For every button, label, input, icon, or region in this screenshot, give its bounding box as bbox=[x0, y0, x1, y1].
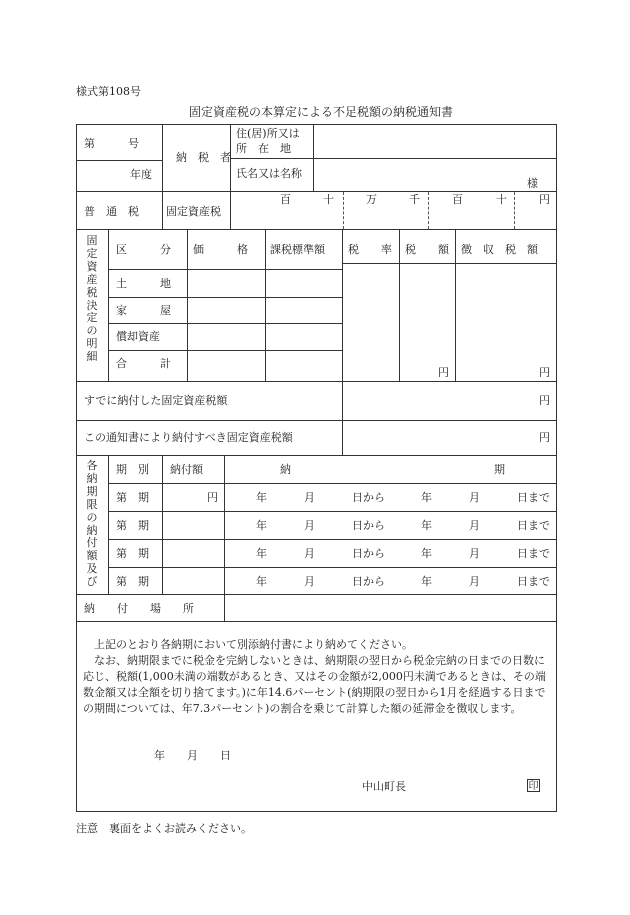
rule bbox=[76, 160, 162, 161]
unit-hyaku: 百 bbox=[280, 193, 291, 206]
to-day-2: 日まで bbox=[517, 519, 550, 532]
term-row-2: 第 期 bbox=[116, 519, 149, 532]
from-month-1: 月 bbox=[304, 491, 315, 504]
col-tax-amount: 税 額 bbox=[405, 243, 449, 256]
unit-juu: 十 bbox=[323, 193, 334, 206]
rule bbox=[108, 455, 109, 594]
rule bbox=[76, 191, 557, 192]
rule bbox=[108, 567, 557, 568]
row-house: 家 屋 bbox=[116, 304, 171, 317]
rule bbox=[108, 297, 342, 298]
from-month-3: 月 bbox=[304, 547, 315, 560]
term-row-3: 第 期 bbox=[116, 547, 149, 560]
footer-note: 注意 裏面をよくお読みください。 bbox=[76, 822, 252, 835]
col-collected-tax: 徴 収 税 額 bbox=[461, 243, 538, 256]
tax-amount-yen: 円 bbox=[438, 366, 449, 379]
rule bbox=[76, 229, 557, 230]
rule bbox=[76, 621, 557, 622]
taxpayer-label: 納 税 者 bbox=[176, 151, 231, 164]
rule bbox=[399, 229, 400, 381]
to-year-1: 年 bbox=[421, 491, 432, 504]
to-year-2: 年 bbox=[421, 519, 432, 532]
unit-hyaku-2: 百 bbox=[452, 193, 463, 206]
col-amount: 納付額 bbox=[170, 463, 203, 476]
rule bbox=[108, 539, 557, 540]
row-depreciable: 償却資産 bbox=[116, 330, 160, 343]
rule bbox=[342, 263, 557, 264]
rule bbox=[162, 124, 163, 191]
detail-side-label: 固定資産税決定の明細 bbox=[86, 234, 98, 364]
row-land: 土 地 bbox=[116, 277, 171, 290]
no-label-text: 第 号 bbox=[84, 137, 139, 150]
unit-sen: 千 bbox=[409, 193, 420, 206]
already-paid-yen: 円 bbox=[539, 394, 550, 407]
installment-side-label: 各納期限の納付額及び bbox=[86, 459, 98, 589]
mayor-name: 中山町長 bbox=[362, 780, 406, 793]
unit-man: 万 bbox=[366, 193, 377, 206]
to-year-3: 年 bbox=[421, 547, 432, 560]
rule bbox=[342, 229, 343, 455]
address-label-2: 所 在 地 bbox=[236, 142, 291, 155]
term-row-4: 第 期 bbox=[116, 575, 149, 588]
to-day-3: 日まで bbox=[517, 547, 550, 560]
rule bbox=[162, 191, 163, 229]
honorific-sama: 様 bbox=[527, 177, 538, 190]
to-month-2: 月 bbox=[469, 519, 480, 532]
from-month-4: 月 bbox=[304, 575, 315, 588]
unit-divider bbox=[343, 192, 344, 229]
from-day-2: 日から bbox=[352, 519, 385, 532]
to-month-3: 月 bbox=[469, 547, 480, 560]
col-period-1: 納 bbox=[280, 463, 291, 476]
rule bbox=[108, 323, 342, 324]
name-label: 氏名又は名称 bbox=[236, 167, 302, 180]
col-period-2: 期 bbox=[494, 463, 505, 476]
term-row-1: 第 期 bbox=[116, 491, 149, 504]
rule bbox=[265, 229, 266, 381]
to-day-1: 日まで bbox=[517, 491, 550, 504]
rule bbox=[108, 269, 342, 270]
unit-divider bbox=[514, 192, 515, 229]
from-year-2: 年 bbox=[256, 519, 267, 532]
col-tax-rate: 税 率 bbox=[348, 243, 392, 256]
unit-yen: 円 bbox=[539, 193, 550, 206]
from-day-4: 日から bbox=[352, 575, 385, 588]
fixed-asset-tax-label: 固定資産税 bbox=[166, 205, 221, 218]
rule bbox=[108, 229, 109, 381]
already-paid-label: すでに納付した固定資産税額 bbox=[84, 394, 228, 407]
rule bbox=[108, 350, 342, 351]
to-month-4: 月 bbox=[469, 575, 480, 588]
from-year-1: 年 bbox=[256, 491, 267, 504]
unit-divider bbox=[428, 192, 429, 229]
unit-juu-2: 十 bbox=[496, 193, 507, 206]
rule bbox=[76, 420, 557, 421]
col-price: 価 格 bbox=[193, 243, 248, 256]
seal-mark: 印 bbox=[528, 781, 539, 792]
collected-yen: 円 bbox=[539, 366, 550, 379]
from-day-3: 日から bbox=[352, 547, 385, 560]
address-label-1: 住(居)所又は bbox=[236, 127, 300, 140]
rule bbox=[108, 483, 557, 484]
rule bbox=[162, 455, 163, 594]
rule bbox=[230, 191, 231, 229]
rule bbox=[224, 455, 225, 621]
rule bbox=[313, 124, 314, 191]
to-month-1: 月 bbox=[469, 491, 480, 504]
ordinary-tax-label: 普 通 税 bbox=[84, 205, 139, 218]
row-total: 合 計 bbox=[116, 357, 171, 370]
rule bbox=[187, 229, 188, 381]
col-term: 期 別 bbox=[116, 463, 149, 476]
rule bbox=[230, 158, 557, 159]
to-day-4: 日まで bbox=[517, 575, 550, 588]
to-year-4: 年 bbox=[421, 575, 432, 588]
fiscal-year-label: 年度 bbox=[130, 168, 152, 181]
col-tax-base: 課税標準額 bbox=[270, 243, 325, 256]
amount-due-yen: 円 bbox=[539, 431, 550, 444]
issue-date: 年 月 日 bbox=[154, 749, 231, 762]
payment-place-label: 納 付 場 所 bbox=[84, 602, 194, 615]
notice-paragraph-2: なお、納期限までに税金を完納しないときは、納期限の翌日から税金完納の日までの日数に応じ、税額(1,000未満の端数があるとき、又はその金額が2,000円未満であるときは、その端数金額又は全額を切り捨てます。)に年14.6パーセント(納期限の翌日から1月を経過する日までの期間については、年7.3パーセント)の割合を乗じて計算した額の延滞金を徴収します。 bbox=[83, 654, 546, 715]
from-year-3: 年 bbox=[256, 547, 267, 560]
amount-due-label: この通知書により納付すべき固定資産税額 bbox=[84, 431, 293, 444]
rule bbox=[76, 455, 557, 456]
page-title: 固定資産税の本算定による不足税額の納税通知書 bbox=[189, 105, 454, 119]
rule bbox=[455, 229, 456, 381]
term-yen-1: 円 bbox=[207, 491, 218, 504]
notice-paragraph-1: 上記のとおり各納期において別添納付書により納めてください。 bbox=[94, 638, 413, 651]
from-year-4: 年 bbox=[256, 575, 267, 588]
rule bbox=[76, 594, 557, 595]
rule bbox=[76, 381, 557, 382]
form-number: 様式第108号 bbox=[76, 85, 141, 98]
from-month-2: 月 bbox=[304, 519, 315, 532]
notice-number-label bbox=[84, 138, 156, 149]
rule bbox=[108, 511, 557, 512]
col-category: 区 分 bbox=[116, 243, 171, 256]
from-day-1: 日から bbox=[352, 491, 385, 504]
